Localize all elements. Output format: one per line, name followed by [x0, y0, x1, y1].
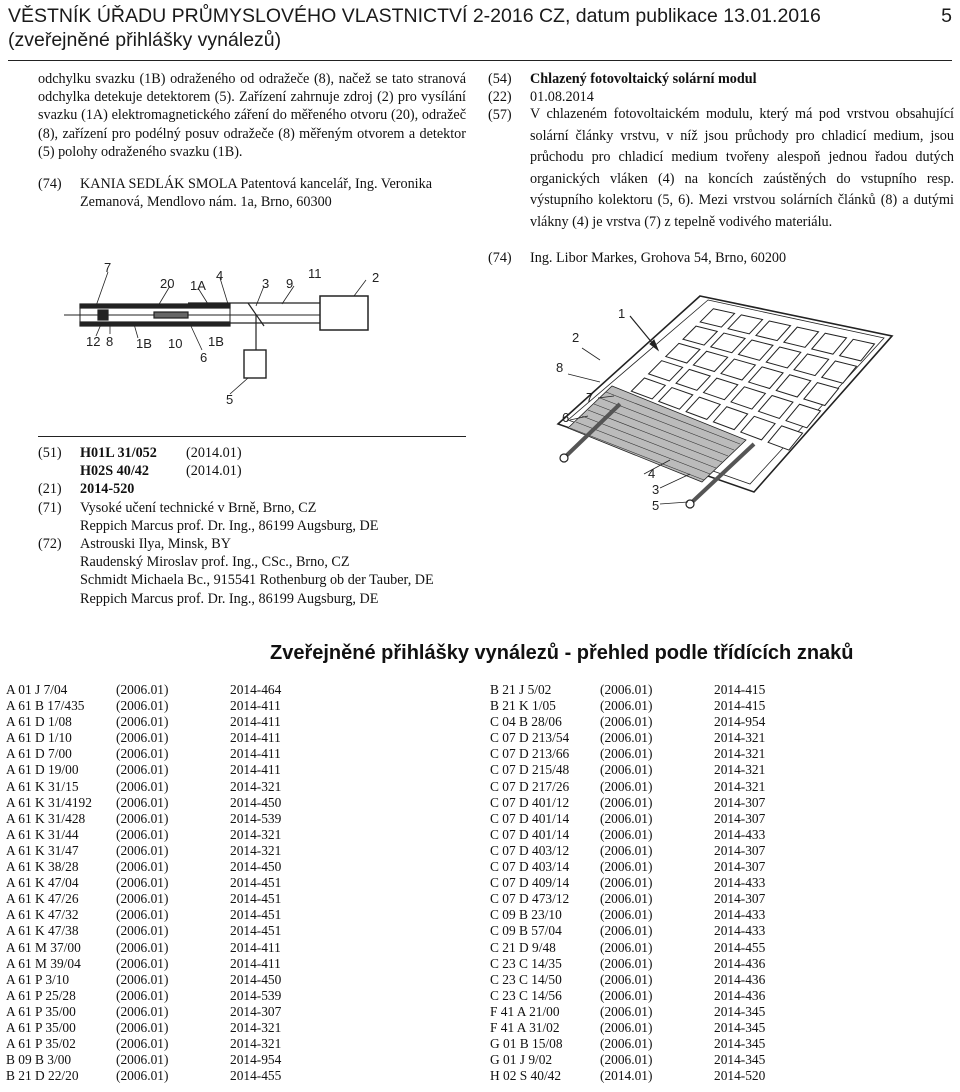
class-code: B 21 J 5/02: [490, 682, 552, 697]
page-header: [8, 4, 952, 52]
solar-cell: [766, 347, 801, 368]
class-version: (2006.01): [116, 842, 169, 858]
index-row: [6, 682, 310, 698]
application-number: 2014-307: [714, 859, 766, 875]
solar-cell: [822, 361, 857, 383]
application-number: 2014-451: [230, 875, 282, 891]
svg-text:1B: 1B: [208, 334, 224, 349]
inid-code: (54): [488, 71, 512, 87]
svg-text:11: 11: [308, 266, 322, 281]
class-version: (2006.01): [600, 907, 653, 923]
application-number: 2014-321: [230, 826, 282, 842]
application-number: 2014-411: [230, 698, 281, 714]
class-code: C 07 D 401/12: [490, 794, 570, 810]
index-row: [6, 940, 310, 956]
class-version: (2006.01): [600, 730, 653, 746]
class-version: (2006.01): [600, 746, 653, 762]
inventor-entry: [38, 535, 478, 553]
solar-cell: [659, 388, 693, 410]
index-row: [490, 827, 794, 843]
class-code: C 23 C 14/56: [490, 987, 562, 1003]
application-number: 2014-954: [230, 1052, 282, 1068]
class-code: C 07 D 401/14: [490, 826, 570, 842]
index-row: [490, 682, 794, 698]
svg-text:1: 1: [618, 306, 626, 321]
application-number: 2014-451: [230, 923, 282, 939]
class-code: A 61 P 3/10: [6, 971, 70, 987]
index-row: [490, 875, 794, 891]
index-row: [490, 698, 794, 714]
solar-cell: [711, 333, 745, 353]
class-version: (2006.01): [116, 794, 169, 810]
svg-text:12: 12: [86, 334, 101, 349]
index-row: [6, 923, 310, 939]
solar-cell: [666, 343, 700, 363]
solar-cell: [704, 378, 738, 400]
class-code: C 07 D 473/12: [490, 891, 570, 907]
index-row: [490, 1052, 794, 1068]
index-row: [6, 988, 310, 1004]
section-separator: [38, 436, 466, 437]
index-row: [6, 1020, 310, 1036]
ipc-version: (2014.01): [186, 463, 242, 480]
class-code: C 23 C 14/35: [490, 955, 562, 971]
application-number: 2014-321: [230, 778, 282, 794]
journal-title: VĚSTNÍK ÚŘADU PRŮMYSLOVÉHO VLASTNICTVÍ 2-2016 CZ, datum publikace 13.01.2016: [8, 5, 821, 27]
solar-cell: [784, 327, 819, 347]
class-version: (2006.01): [116, 891, 169, 907]
svg-text:3: 3: [652, 482, 660, 497]
solar-module-drawing: [540, 256, 952, 518]
class-version: (2006.01): [116, 859, 169, 875]
inventor: Schmidt Michaela Bc., 915541 Rothenburg ob der Tauber, DE: [80, 572, 434, 589]
class-version: (2006.01): [116, 1003, 169, 1019]
application-number: 2014-345: [714, 1003, 766, 1019]
ipc-code: H02S 40/42: [80, 463, 149, 480]
svg-text:3: 3: [262, 276, 270, 291]
index-row: [490, 1004, 794, 1020]
journal-subtitle: (zveřejněné přihlášky vynálezů): [8, 29, 282, 51]
class-version: (2006.01): [600, 939, 653, 955]
index-row: [6, 843, 310, 859]
application-number: 2014-411: [230, 762, 281, 778]
class-code: C 09 B 23/10: [490, 907, 562, 923]
class-version: (2006.01): [600, 859, 653, 875]
class-code: C 07 D 401/14: [490, 810, 570, 826]
application-number: 2014-411: [230, 939, 281, 955]
application-number-entry: [38, 480, 478, 498]
application-number: 2014-433: [714, 826, 766, 842]
class-code: C 21 D 9/48: [490, 939, 556, 955]
class-code: A 61 M 37/00: [6, 939, 81, 955]
application-number: 2014-450: [230, 971, 282, 987]
class-version: (2006.01): [600, 955, 653, 971]
class-version: (2006.01): [600, 1052, 653, 1068]
application-number: 2014-411: [230, 955, 281, 971]
solar-cell: [840, 339, 875, 361]
solar-cell: [683, 326, 717, 345]
classification-index-right: [490, 682, 794, 1084]
solar-cell: [713, 407, 747, 430]
class-version: (2006.01): [600, 762, 653, 778]
agent-text-right: Ing. Libor Markes, Grohova 54, Brno, 60200: [530, 250, 787, 267]
applicant-entry: [38, 499, 478, 517]
solar-cell: [776, 375, 811, 397]
class-version: (2006.01): [600, 698, 653, 714]
application-number: 2014-451: [230, 891, 282, 907]
class-code: A 61 K 47/32: [6, 907, 79, 923]
class-code: A 61 K 47/26: [6, 891, 79, 907]
class-code: F 41 A 31/02: [490, 1019, 560, 1035]
class-version: (2006.01): [116, 1068, 169, 1084]
svg-text:4: 4: [216, 268, 224, 283]
class-version: (2006.01): [600, 987, 653, 1003]
index-row: [6, 762, 310, 778]
application-number: 2014-436: [714, 955, 766, 971]
application-number: 2014-415: [714, 698, 766, 714]
application-number: 2014-307: [714, 810, 766, 826]
index-row: [490, 811, 794, 827]
class-code: C 07 D 215/48: [490, 762, 570, 778]
solar-cell: [649, 361, 683, 381]
application-number: 2014-321: [230, 1036, 282, 1052]
class-version: (2006.01): [600, 1019, 653, 1035]
ipc-version: (2014.01): [186, 445, 242, 461]
class-version: (2006.01): [116, 698, 169, 714]
application-number: 2014-307: [714, 794, 766, 810]
index-row: [6, 875, 310, 891]
class-version: (2006.01): [116, 923, 169, 939]
classification-index-left: [6, 682, 310, 1084]
page-number: 5: [941, 5, 952, 27]
abstract-entry: [488, 106, 954, 233]
class-code: C 07 D 213/66: [490, 746, 570, 762]
class-code: G 01 J 9/02: [490, 1052, 553, 1068]
index-row: [6, 795, 310, 811]
solar-cell: [758, 396, 792, 419]
class-code: A 61 K 31/428: [6, 810, 86, 826]
application-number: 2014-307: [230, 1003, 282, 1019]
inventor: Raudenský Miroslav prof. Ing., CSc., Brno, CZ: [80, 554, 350, 571]
inid-code: (72): [38, 536, 62, 553]
left-top-block: [38, 70, 466, 211]
application-number: 2014-433: [714, 875, 766, 891]
inid-code: (74): [38, 176, 62, 193]
class-version: (2006.01): [600, 682, 653, 697]
class-version: (2006.01): [116, 682, 169, 697]
application-number: 2014-307: [714, 891, 766, 907]
ipc-code: H01L 31/052: [80, 445, 157, 461]
class-code: A 61 K 47/38: [6, 923, 79, 939]
class-code: A 61 D 1/10: [6, 730, 72, 746]
application-number: 2014-321: [714, 746, 766, 762]
solar-cell: [728, 315, 762, 334]
measuring-device-drawing: [58, 258, 398, 406]
index-row: [6, 730, 310, 746]
index-row: [490, 795, 794, 811]
application-number: 2014-433: [714, 907, 766, 923]
class-version: (2006.01): [600, 778, 653, 794]
class-version: (2006.01): [600, 1036, 653, 1052]
solar-cell: [756, 321, 791, 341]
application-number: 2014-411: [230, 730, 281, 746]
inid-code: (22): [488, 89, 512, 106]
application-number: 2014-450: [230, 794, 282, 810]
class-version: (2006.01): [116, 955, 169, 971]
svg-text:2: 2: [372, 270, 380, 285]
index-row: [490, 923, 794, 939]
applicant: Vysoké učení technické v Brně, Brno, CZ: [80, 499, 317, 516]
class-version: (2006.01): [116, 939, 169, 955]
index-row: [490, 746, 794, 762]
svg-text:4: 4: [648, 466, 656, 481]
solar-cell: [812, 333, 847, 354]
index-row: [490, 907, 794, 923]
solar-cell: [693, 351, 727, 371]
inid-code: (71): [38, 499, 62, 516]
class-code: G 01 B 15/08: [490, 1036, 563, 1052]
application-number: 2014-520: [80, 481, 135, 498]
class-code: A 61 D 19/00: [6, 762, 79, 778]
abstract-text: V chlazeném fotovoltaickém modulu, který má pod vrstvou obsahující solární články vrstvu, v níž jsou průchody pro chladicí medium, jsou průchodu pro chladicí medium tvořeny alespoň jednou řadou dutých organických vláken (4) na koncích zaústěných do vstupního resp. výstupního kolektoru (5, 6). Mezi vrstvou solárních článků (8) a dutými vlákny (4) je vrstva (7) z tepelně vodivého materiálu.: [530, 106, 954, 230]
ipc-entry: [38, 462, 478, 480]
index-row: [490, 730, 794, 746]
svg-text:9: 9: [286, 276, 294, 291]
index-row: [6, 956, 310, 972]
class-code: C 07 D 403/12: [490, 842, 570, 858]
class-version: (2006.01): [600, 923, 653, 939]
application-number: 2014-321: [714, 778, 766, 794]
agent-entry: [38, 175, 466, 211]
index-row: [6, 1036, 310, 1052]
index-row: [6, 714, 310, 730]
class-code: A 61 K 31/44: [6, 826, 79, 842]
inid-code: (21): [38, 481, 62, 498]
solar-cell: [721, 359, 755, 380]
application-number: 2014-455: [714, 939, 766, 955]
class-version: (2006.01): [116, 987, 169, 1003]
class-version: (2006.01): [600, 971, 653, 987]
application-number: 2014-436: [714, 971, 766, 987]
class-code: A 61 B 17/435: [6, 698, 85, 714]
svg-text:5: 5: [652, 498, 660, 513]
right-top-block: [488, 70, 954, 268]
class-version: (2006.01): [600, 826, 653, 842]
svg-text:8: 8: [556, 360, 564, 375]
index-row: [490, 940, 794, 956]
application-number: 2014-321: [230, 842, 282, 858]
inventor: Astrouski Ilya, Minsk, BY: [80, 536, 231, 553]
class-code: A 61 K 47/04: [6, 875, 79, 891]
index-row: [490, 988, 794, 1004]
application-number: 2014-539: [230, 987, 282, 1003]
class-version: (2006.01): [600, 810, 653, 826]
class-version: (2006.01): [600, 794, 653, 810]
solar-cell: [686, 397, 720, 419]
application-number: 2014-954: [714, 714, 766, 730]
class-code: A 61 M 39/04: [6, 955, 81, 971]
class-code: C 07 D 403/14: [490, 859, 570, 875]
index-row: [6, 698, 310, 714]
ipc-entry: [38, 444, 478, 462]
class-code: A 61 K 31/4192: [6, 794, 92, 810]
index-row: [6, 746, 310, 762]
class-version: (2006.01): [116, 810, 169, 826]
class-code: A 61 K 31/15: [6, 778, 79, 794]
filing-date: 01.08.2014: [530, 89, 594, 106]
index-row: [490, 1020, 794, 1036]
class-version: (2006.01): [116, 1052, 169, 1068]
class-version: (2006.01): [116, 875, 169, 891]
class-code: A 61 D 1/08: [6, 714, 72, 730]
solar-cell: [731, 387, 765, 409]
class-code: C 07 D 213/54: [490, 730, 570, 746]
index-row: [6, 859, 310, 875]
class-code: A 61 P 25/28: [6, 987, 76, 1003]
class-code: B 09 B 3/00: [6, 1052, 72, 1068]
application-number: 2014-345: [714, 1052, 766, 1068]
svg-text:20: 20: [160, 276, 175, 291]
application-number: 2014-450: [230, 859, 282, 875]
svg-text:6: 6: [562, 410, 570, 425]
index-row: [6, 1068, 310, 1084]
solar-cell: [741, 416, 775, 440]
inid-code: (57): [488, 107, 512, 124]
class-version: (2006.01): [600, 714, 653, 730]
class-version: (2006.01): [116, 778, 169, 794]
solar-cell: [676, 369, 710, 390]
application-number: 2014-433: [714, 923, 766, 939]
class-version: (2006.01): [116, 1036, 169, 1052]
class-version: (2006.01): [116, 746, 169, 762]
class-version: (2006.01): [600, 875, 653, 891]
index-row: [490, 779, 794, 795]
application-number: 2014-520: [714, 1068, 766, 1084]
class-version: (2014.01): [600, 1068, 653, 1084]
index-row: [490, 1068, 794, 1084]
solar-cell: [749, 367, 783, 389]
solar-cell: [700, 309, 734, 327]
class-code: A 61 K 31/47: [6, 842, 79, 858]
inid-code: (51): [38, 445, 62, 461]
solar-cell: [786, 404, 821, 428]
index-row: [6, 907, 310, 923]
index-row: [6, 827, 310, 843]
class-code: A 61 P 35/00: [6, 1019, 76, 1035]
index-row: [490, 1036, 794, 1052]
class-code: A 61 P 35/00: [6, 1003, 76, 1019]
class-code: C 23 C 14/50: [490, 971, 562, 987]
class-code: A 01 J 7/04: [6, 682, 68, 697]
index-row: [6, 1052, 310, 1068]
class-version: (2006.01): [116, 730, 169, 746]
class-version: (2006.01): [600, 842, 653, 858]
class-version: (2006.01): [116, 907, 169, 923]
index-row: [490, 843, 794, 859]
index-row: [490, 762, 794, 778]
svg-text:5: 5: [226, 392, 234, 406]
class-version: (2006.01): [116, 826, 169, 842]
invention-title: Chlazený fotovoltaický solární modul: [530, 71, 757, 87]
solar-cell: [768, 426, 802, 450]
class-version: (2006.01): [116, 762, 169, 778]
index-row: [490, 972, 794, 988]
application-number: 2014-321: [714, 730, 766, 746]
class-code: C 07 D 217/26: [490, 778, 570, 794]
application-number: 2014-411: [230, 746, 281, 762]
application-number: 2014-464: [230, 682, 282, 697]
class-code: A 61 D 7/00: [6, 746, 72, 762]
svg-text:7: 7: [104, 260, 112, 275]
application-number: 2014-436: [714, 987, 766, 1003]
application-number: 2014-321: [714, 762, 766, 778]
application-number: 2014-415: [714, 682, 766, 697]
solar-cell: [738, 340, 772, 360]
index-row: [6, 1004, 310, 1020]
svg-text:6: 6: [200, 350, 208, 365]
section-heading: Zveřejněné přihlášky vynálezů - přehled podle třídících znaků: [270, 642, 854, 664]
svg-text:10: 10: [168, 336, 183, 351]
solar-cell: [794, 354, 829, 376]
application-number: 2014-455: [230, 1068, 282, 1084]
svg-text:7: 7: [586, 390, 594, 405]
class-code: A 61 P 35/02: [6, 1036, 76, 1052]
application-number: 2014-307: [714, 842, 766, 858]
bibliographic-data: [38, 444, 478, 608]
inid-code: (74): [488, 250, 512, 267]
application-number: 2014-411: [230, 714, 281, 730]
svg-text:8: 8: [106, 334, 114, 349]
class-code: C 09 B 57/04: [490, 923, 562, 939]
index-row: [490, 859, 794, 875]
class-code: H 02 S 40/42: [490, 1068, 562, 1084]
class-version: (2006.01): [600, 1003, 653, 1019]
index-row: [6, 891, 310, 907]
application-number: 2014-345: [714, 1019, 766, 1035]
svg-text:1B: 1B: [136, 336, 152, 351]
index-row: [6, 779, 310, 795]
index-row: [490, 714, 794, 730]
class-code: A 61 K 38/28: [6, 859, 79, 875]
application-number: 2014-539: [230, 810, 282, 826]
applicant: Reppich Marcus prof. Dr. Ing., 86199 Augsburg, DE: [80, 517, 379, 534]
class-code: F 41 A 21/00: [490, 1003, 560, 1019]
class-code: C 04 B 28/06: [490, 714, 562, 730]
svg-text:1A: 1A: [190, 278, 206, 293]
class-version: (2006.01): [116, 714, 169, 730]
svg-text:2: 2: [572, 330, 580, 345]
index-row: [490, 956, 794, 972]
index-row: [490, 891, 794, 907]
title-entry: [488, 70, 954, 88]
class-code: B 21 K 1/05: [490, 698, 556, 714]
index-row: [6, 811, 310, 827]
class-version: (2006.01): [116, 971, 169, 987]
class-code: C 07 D 409/14: [490, 875, 570, 891]
agent-text: KANIA SEDLÁK SMOLA Patentová kancelář, Ing. Veronika Zemanová, Mendlovo nám. 1a, Brno, 60300: [80, 176, 432, 211]
application-number: 2014-345: [714, 1036, 766, 1052]
class-version: (2006.01): [116, 1019, 169, 1035]
class-code: B 21 D 22/20: [6, 1068, 79, 1084]
header-rule: [8, 60, 952, 61]
class-version: (2006.01): [600, 891, 653, 907]
application-number: 2014-321: [230, 1019, 282, 1035]
abstract-continuation: odchylku svazku (1B) odraženého od odražeče (8), načež se tato stranová odchylka detekuje detektorem (5). Zařízení zahrnuje zdroj (2) pro vysílání svazku (1A) elektromagnetického záření do měřeného otvoru (20), odražeč (8), zařízení pro podélný posuv odražeče (8) měřeným otvorem a detektor (5) polohy odraženého svazku (1B).: [38, 71, 466, 160]
index-row: [6, 972, 310, 988]
application-number: 2014-451: [230, 907, 282, 923]
inventor: Reppich Marcus prof. Dr. Ing., 86199 Augsburg, DE: [80, 590, 379, 607]
